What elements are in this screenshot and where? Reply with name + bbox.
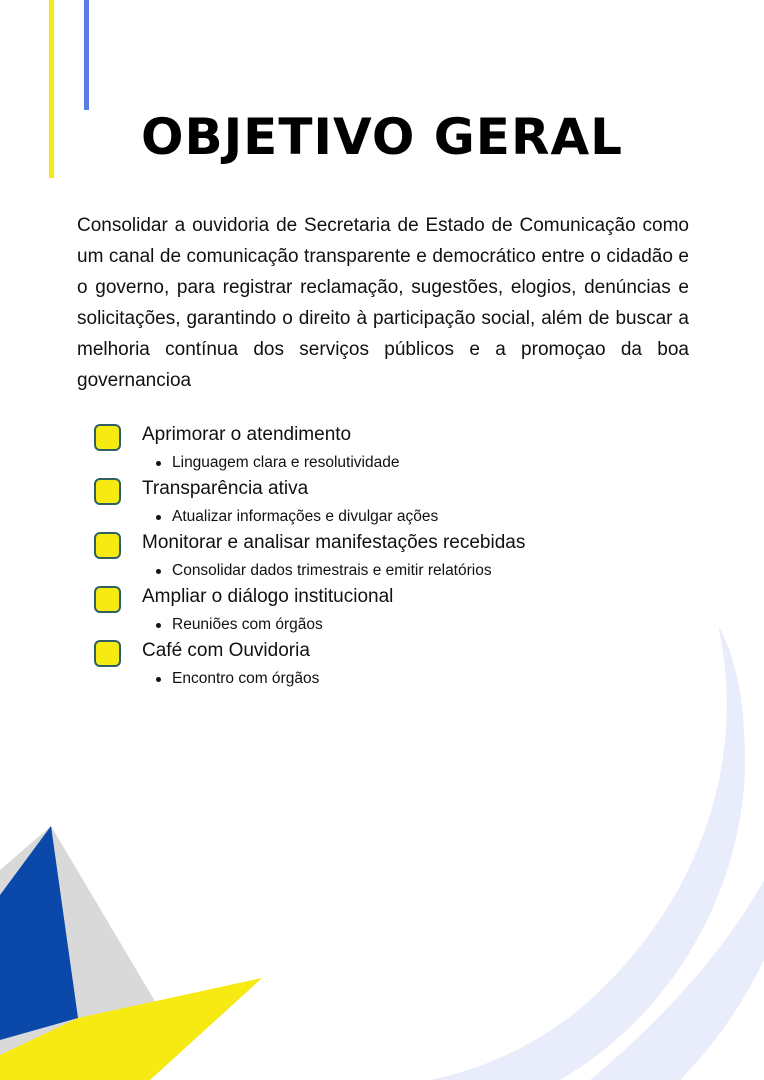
goal-title: Ampliar o diálogo institucional bbox=[142, 586, 394, 607]
bullet-icon bbox=[156, 623, 161, 628]
dark-blue-sail-shape bbox=[0, 826, 78, 1040]
goal-item bbox=[94, 475, 734, 529]
goal-item bbox=[94, 529, 734, 583]
goal-subitem: Linguagem clara e resolutividade bbox=[172, 454, 400, 471]
decorative-line-blue bbox=[84, 0, 89, 110]
bullet-icon bbox=[156, 677, 161, 682]
page-title: OBJETIVO GERAL bbox=[140, 108, 624, 166]
checkbox-icon bbox=[94, 478, 121, 505]
goal-item bbox=[94, 637, 734, 691]
goal-item bbox=[94, 421, 734, 475]
checkbox-icon bbox=[94, 586, 121, 613]
goal-title: Transparência ativa bbox=[142, 478, 309, 499]
goals-list bbox=[94, 421, 734, 691]
yellow-stripe-shape bbox=[0, 978, 262, 1080]
goal-subitem: Consolidar dados trimestrais e emitir relatórios bbox=[172, 562, 492, 579]
bullet-icon bbox=[156, 461, 161, 466]
goal-item bbox=[94, 583, 734, 637]
gray-sail-shape bbox=[0, 826, 262, 1080]
bullet-icon bbox=[156, 569, 161, 574]
goal-title: Aprimorar o atendimento bbox=[142, 424, 352, 445]
bullet-icon bbox=[156, 515, 161, 520]
goal-title: Café com Ouvidoria bbox=[142, 640, 310, 661]
pale-blue-swoosh-small bbox=[590, 880, 764, 1080]
checkbox-icon bbox=[94, 532, 121, 559]
goal-title: Monitorar e analisar manifestações recebidas bbox=[142, 532, 526, 553]
checkbox-icon bbox=[94, 640, 121, 667]
goal-subitem: Reuniões com órgãos bbox=[172, 616, 323, 633]
goal-subitem: Encontro com órgãos bbox=[172, 670, 320, 687]
objective-paragraph: Consolidar a ouvidoria de Secretaria de Estado de Comunicação como um canal de comunicação transparente e democrático entre o cidadão e o governo, para registrar reclamação, sugestões, elogios, denúncias e solicitações, garantindo o direito à participação social, além de buscar a melhoria contínua dos serviços públicos e a promoçao da boa governancioa bbox=[77, 215, 689, 391]
goal-subitem: Atualizar informações e divulgar ações bbox=[172, 508, 439, 525]
pale-blue-swoosh-large bbox=[430, 625, 745, 1080]
checkbox-icon bbox=[94, 424, 121, 451]
